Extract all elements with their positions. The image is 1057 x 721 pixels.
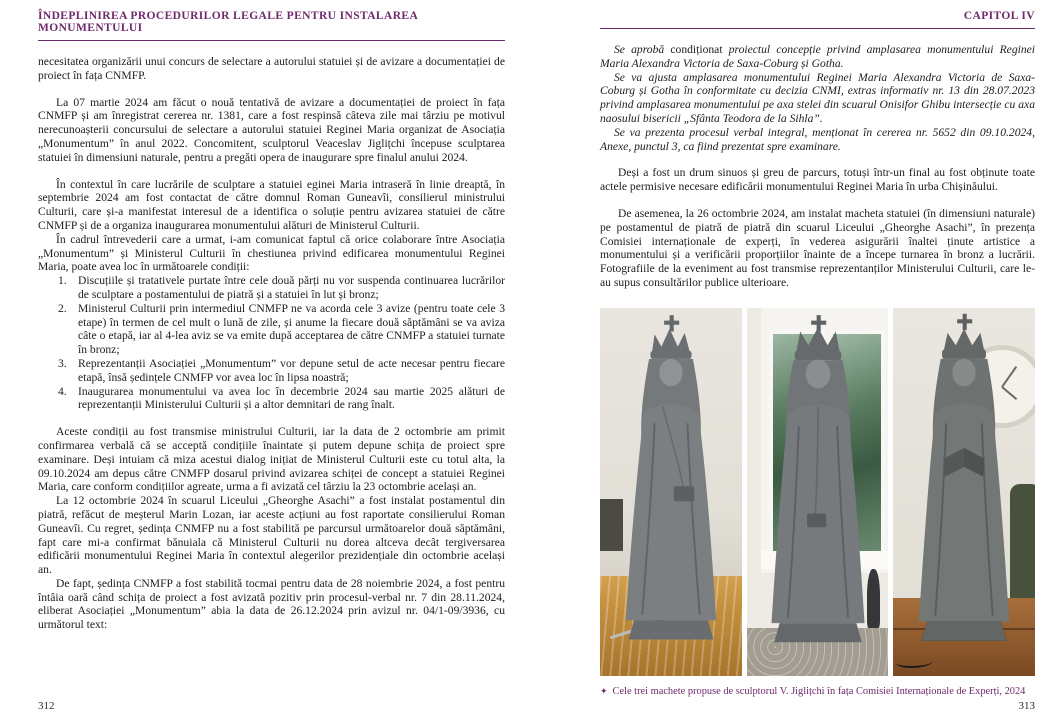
left-running-head: ÎNDEPLINIREA PROCEDURILOR LEGALE PENTRU INSTALAREA MONUMENTULUI bbox=[38, 10, 505, 41]
list-item bbox=[58, 357, 505, 385]
photo-caption bbox=[600, 685, 1035, 699]
list-item-text: Inaugurarea monumentului va avea loc în decembrie 2024 sau martie 2025 alături de reprezentanții Ministerului Culturii și a altor demnitari de rang înalt. bbox=[78, 384, 505, 412]
list-item-text: Ministerul Culturii prin intermediul CNMFP ne va acorda cele 3 avize (pentru toate cele 3 etape) în termen de cel mult o lună de zile, și anume la fiecare două săptămâni se va aviza câte o etapă, iar al 4-lea aviz se va emite după acceptarea de către CNMFP a statuiei turnate în bronz; bbox=[78, 301, 505, 357]
photo-maquette-1 bbox=[600, 308, 742, 676]
list-item-number: 1. bbox=[58, 274, 67, 288]
page-right bbox=[600, 10, 1035, 699]
list-item bbox=[58, 302, 505, 357]
photo-maquette-3 bbox=[893, 308, 1035, 676]
left-page-body bbox=[38, 55, 505, 632]
list-item-text: Reprezentanții Asociației „Monumentum” vor depune setul de acte necesar pentru fiecare etapă, însă ședințele CNMFP vor avea loc în lipsa noastră; bbox=[78, 356, 505, 384]
quote-emphasis: condiționat bbox=[670, 43, 723, 56]
paragraph: În cadrul întrevederii care a urmat, i-am comunicat faptul că orice colaborare între Asociația „Monumentum” și Ministerul Culturii în chestiunea privind edificarea monumentului Reginei Maria, poate avea loc în următoarele condiții: bbox=[38, 232, 505, 274]
list-item-number: 2. bbox=[58, 301, 67, 315]
quote-rest: proiectul concepție privind amplasarea monumentului Reginei Maria Alexandra Victoria de Saxa-Coburg și Gotha. bbox=[600, 43, 1035, 70]
right-running-head: CAPITOL IV bbox=[600, 10, 1035, 29]
diamond-bullet-icon: ✦ bbox=[600, 685, 608, 696]
clay-statue bbox=[896, 311, 1033, 653]
list-item-number: 3. bbox=[58, 356, 67, 370]
page-number-right: 313 bbox=[1018, 700, 1035, 712]
paragraph: Deși a fost un drum sinuos și greu de parcurs, totuși într-un final au fost obținute toate actele permisive necesare edificării monumentului Reginei Maria în urba Chișinăului. bbox=[600, 166, 1035, 194]
clay-statue bbox=[749, 311, 886, 653]
quote-lead: Se aprobă bbox=[614, 43, 671, 56]
conditions-list bbox=[58, 274, 505, 412]
right-page-body bbox=[600, 43, 1035, 699]
list-item-text: Discuțiile și tratativele purtate între cele două părți nu vor suspenda continuarea lucrărilor de sculptare a postamentului de piatră și a statuiei în lut și bronz; bbox=[78, 274, 505, 301]
paragraph: necesitatea organizării unui concurs de selectare a autorului statuiei și de avizare a documentației de proiect în fața CNMFP. bbox=[38, 55, 505, 82]
page-number-left: 312 bbox=[38, 700, 55, 712]
page-left bbox=[38, 10, 505, 632]
list-item bbox=[58, 385, 505, 413]
paragraph: De asemenea, la 26 octombrie 2024, am instalat macheta statuiei (în dimensiuni naturale) pe postamentul de piatră de piatră din scuarul Liceului „Gheorghe Asachi”, în prezența Comisiei internaționale de experți, în vederea asigurării înaltei ținute artistice a monumentului și a verificării proporțiilor înainte de a începe turnarea în bronz a lucrării. Fotografiile de la eveniment au fost transmise reprezentanților Ministerului Culturii, care le-au supus consultărilor publice ulterioare. bbox=[600, 206, 1035, 289]
paragraph: Aceste condiții au fost transmise ministrului Culturii, iar la data de 2 octombrie am primit confirmarea verbală că se acceptă condițiile înaintate și putem depune schița de proiect spre examinare. Deși intuiam că miza acestui dialog inițiat de Ministerul Culturii este cu totul alta, la 09.10.2024 am depus către CNMFP dosarul privind avizarea schiței de concept a statuiei Reginei Maria, care conform condițiilor agreate, urma a fi avizată cel târziu la 23 octombrie același an. bbox=[38, 425, 505, 494]
list-item bbox=[58, 274, 505, 302]
paragraph: La 07 martie 2024 am făcut o nouă tentativă de avizare a documentației de proiect în fața CNMFP și am înregistrat cererea nr. 1381, care a fost respinsă câteva zile mai târziu pe motivul nerecunoașterii concursului de selectare a autorului statuiei Reginei Maria organizat de Asociația „Monumentum” în anul 2022. Concomitent, sculptorul Veaceslav Jiglițchi începuse sculptarea statuiei în dimensiuni naturale, pentru a pregăti opera de inaugurare spre finalul anului 2024. bbox=[38, 95, 505, 164]
quote-paragraph: Se va prezenta procesul verbal integral, menționat în cererea nr. 5652 din 09.10.2024, Anexe, punctul 3, ca fiind prezentat spre examinare. bbox=[600, 125, 1035, 153]
quote-paragraph bbox=[600, 43, 1035, 71]
list-item-number: 4. bbox=[58, 384, 67, 398]
clay-statue bbox=[602, 311, 739, 653]
approval-quote-block bbox=[600, 43, 1035, 153]
quote-paragraph: Se va ajusta amplasarea monumentului Reginei Maria Alexandra Victoria de Saxa-Coburg și Gotha în conformitate cu decizia CNMI, extras informativ nr. 13 din 28.07.2023 privind amplasarea monumentului pe axa stelei din scuarul Onisifor Ghibu intersecție cu axa naosului bisericii „Sfânta Teodora de la Sihla”. bbox=[600, 70, 1035, 125]
maquette-photo-row bbox=[600, 308, 1035, 676]
paragraph: De fapt, ședința CNMFP a fost stabilită tocmai pentru data de 28 noiembrie 2024, a fost pentru întâia oară când schița de proiect a fost avizată pozitiv prin procesul-verbal nr. 7 din 28.11.2024, eliberat Asociației „Monumentum” abia la data de 26.12.2024 prin avizul nr. 04/1-09/3936, cu următorul text: bbox=[38, 576, 505, 632]
photo-maquette-2 bbox=[747, 308, 889, 676]
photo-caption-text: Cele trei machete propuse de sculptorul V. Jiglițchi în fața Comisiei Internaționale de Experți, 2024 bbox=[612, 685, 1026, 697]
paragraph: La 12 octombrie 2024 în scuarul Liceului „Gheorghe Asachi” a fost instalat postamentul din piatră, refăcut de meșterul Marin Lozan, iar aceste acțiuni au fost raportate consilierului Roman Guneavîi. Cu regret, ședința CNMFP nu a fost stabilită pe parcursul următoarelor două săptămâni, fapt care mi-a confirmat bănuiala că Ministerul Culturii nu dorea altceva decât tergiversarea edificării monumentului Reginei Maria în contextul alegerilor prezidențiale din octombrie același an. bbox=[38, 494, 505, 577]
paragraph: În contextul în care lucrările de sculptare a statuiei eginei Maria intraseră în linie dreaptă, în septembrie 2024 am fost contactat de către domnul Roman Guneavîi, consilierul ministrului Culturii, care și-a manifestat interesul de a identifica o soluție pentru avizarea statuiei de către CNMFP și de a organiza inaugurarea monumentului alături de Ministerul Culturii. bbox=[38, 177, 505, 232]
